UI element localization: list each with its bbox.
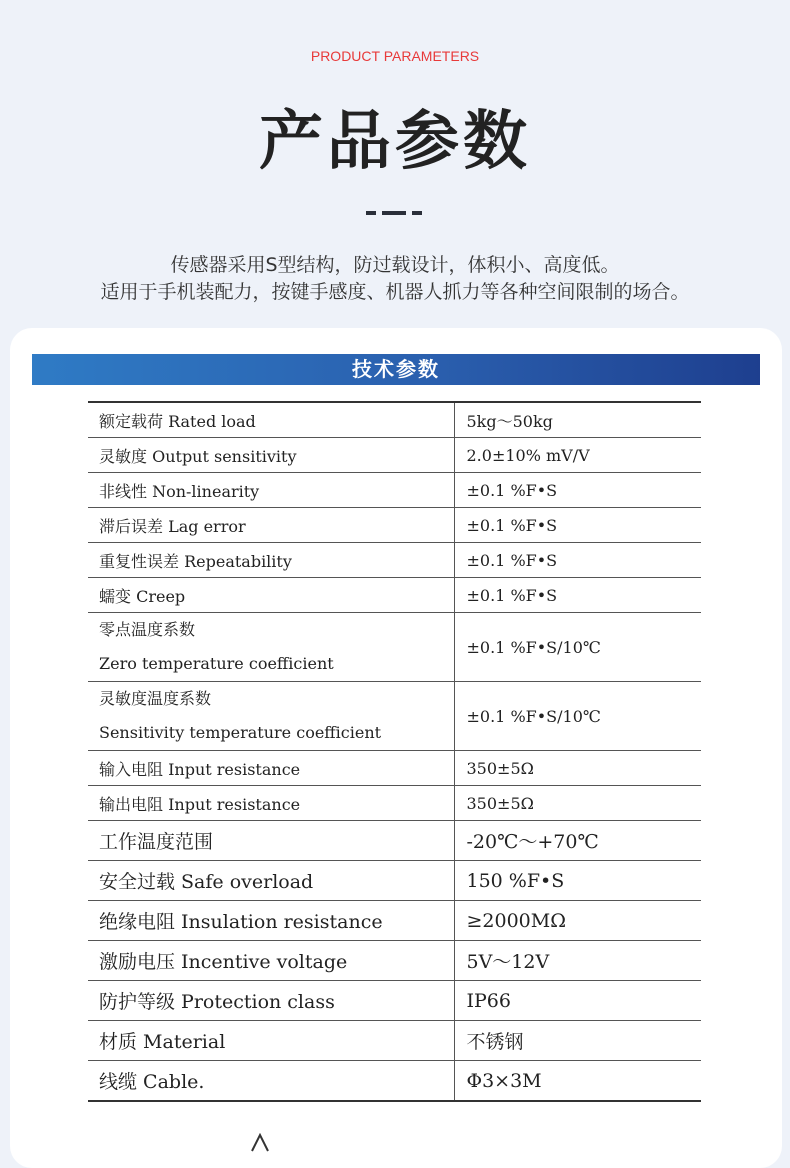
parameter-value: 350±5Ω bbox=[454, 786, 701, 821]
table-row bbox=[88, 1061, 701, 1102]
parameter-name: 重复性误差 Repeatability bbox=[88, 543, 454, 578]
parameter-name: 线缆 Cable. bbox=[88, 1061, 454, 1102]
parameter-value: ±0.1 %F•S bbox=[454, 543, 701, 578]
parameter-name: 激励电压 Incentive voltage bbox=[88, 941, 454, 981]
parameter-value: 5kg～50kg bbox=[454, 402, 701, 438]
parameter-value: ±0.1 %F•S bbox=[454, 578, 701, 613]
parameter-name: 非线性 Non-linearity bbox=[88, 473, 454, 508]
table-row bbox=[88, 981, 701, 1021]
table-row bbox=[88, 508, 701, 543]
parameters-table bbox=[88, 401, 701, 1102]
description-line-2: 适用于手机装配力，按键手感度、机器人抓力等各种空间限制的场合。 bbox=[100, 281, 690, 303]
parameter-value: 150 %F•S bbox=[454, 861, 701, 901]
table-banner: 技术参数 bbox=[32, 354, 760, 385]
parameter-name: 绝缘电阻 Insulation resistance bbox=[88, 901, 454, 941]
parameter-value: -20℃～+70℃ bbox=[454, 821, 701, 861]
table-row bbox=[88, 578, 701, 613]
table-row bbox=[88, 861, 701, 901]
description-line-1: 传感器采用S型结构，防过载设计，体积小、高度低。 bbox=[170, 254, 620, 276]
table-row bbox=[88, 941, 701, 981]
table-row bbox=[88, 786, 701, 821]
parameter-name-en: Sensitivity temperature coefficient bbox=[99, 723, 382, 742]
partial-icon bbox=[248, 1133, 272, 1153]
table-row bbox=[88, 438, 701, 473]
parameter-name: 防护等级 Protection class bbox=[88, 981, 454, 1021]
parameter-value: 不锈钢 bbox=[454, 1021, 701, 1061]
table-row bbox=[88, 473, 701, 508]
parameter-value: IP66 bbox=[454, 981, 701, 1021]
parameter-name-cn: 零点温度系数 bbox=[99, 620, 196, 639]
table-row bbox=[88, 751, 701, 786]
table-row bbox=[88, 821, 701, 861]
page-title: 产品参数 bbox=[259, 105, 531, 179]
table-row bbox=[88, 1021, 701, 1061]
parameter-name-en: Zero temperature coefficient bbox=[99, 654, 334, 673]
parameter-value: Φ3×3M bbox=[454, 1061, 701, 1102]
parameter-name: 灵敏度 Output sensitivity bbox=[88, 438, 454, 473]
eyebrow-label: PRODUCT PARAMETERS bbox=[310, 48, 480, 64]
parameter-name bbox=[88, 682, 454, 751]
parameter-value: ±0.1 %F•S/10℃ bbox=[454, 613, 701, 682]
parameter-name: 额定载荷 Rated load bbox=[88, 402, 454, 438]
parameter-name bbox=[88, 613, 454, 682]
table-row bbox=[88, 402, 701, 438]
table-row bbox=[88, 901, 701, 941]
parameter-value: ±0.1 %F•S bbox=[454, 473, 701, 508]
table-row bbox=[88, 682, 701, 751]
parameter-name: 工作温度范围 bbox=[88, 821, 454, 861]
parameter-value: ≥2000MΩ bbox=[454, 901, 701, 941]
parameter-name-cn: 灵敏度温度系数 bbox=[99, 689, 212, 708]
table-row bbox=[88, 613, 701, 682]
parameter-value: 2.0±10% mV/V bbox=[454, 438, 701, 473]
parameter-name: 安全过载 Safe overload bbox=[88, 861, 454, 901]
parameter-value: 5V～12V bbox=[454, 941, 701, 981]
parameter-value: ±0.1 %F•S bbox=[454, 508, 701, 543]
parameter-name: 滞后误差 Lag error bbox=[88, 508, 454, 543]
parameter-name: 输入电阻 Input resistance bbox=[88, 751, 454, 786]
parameter-name: 输出电阻 Input resistance bbox=[88, 786, 454, 821]
parameter-value: 350±5Ω bbox=[454, 751, 701, 786]
parameter-name: 蠕变 Creep bbox=[88, 578, 454, 613]
title-divider bbox=[366, 211, 422, 215]
table-row bbox=[88, 543, 701, 578]
parameter-name: 材质 Material bbox=[88, 1021, 454, 1061]
parameter-value: ±0.1 %F•S/10℃ bbox=[454, 682, 701, 751]
